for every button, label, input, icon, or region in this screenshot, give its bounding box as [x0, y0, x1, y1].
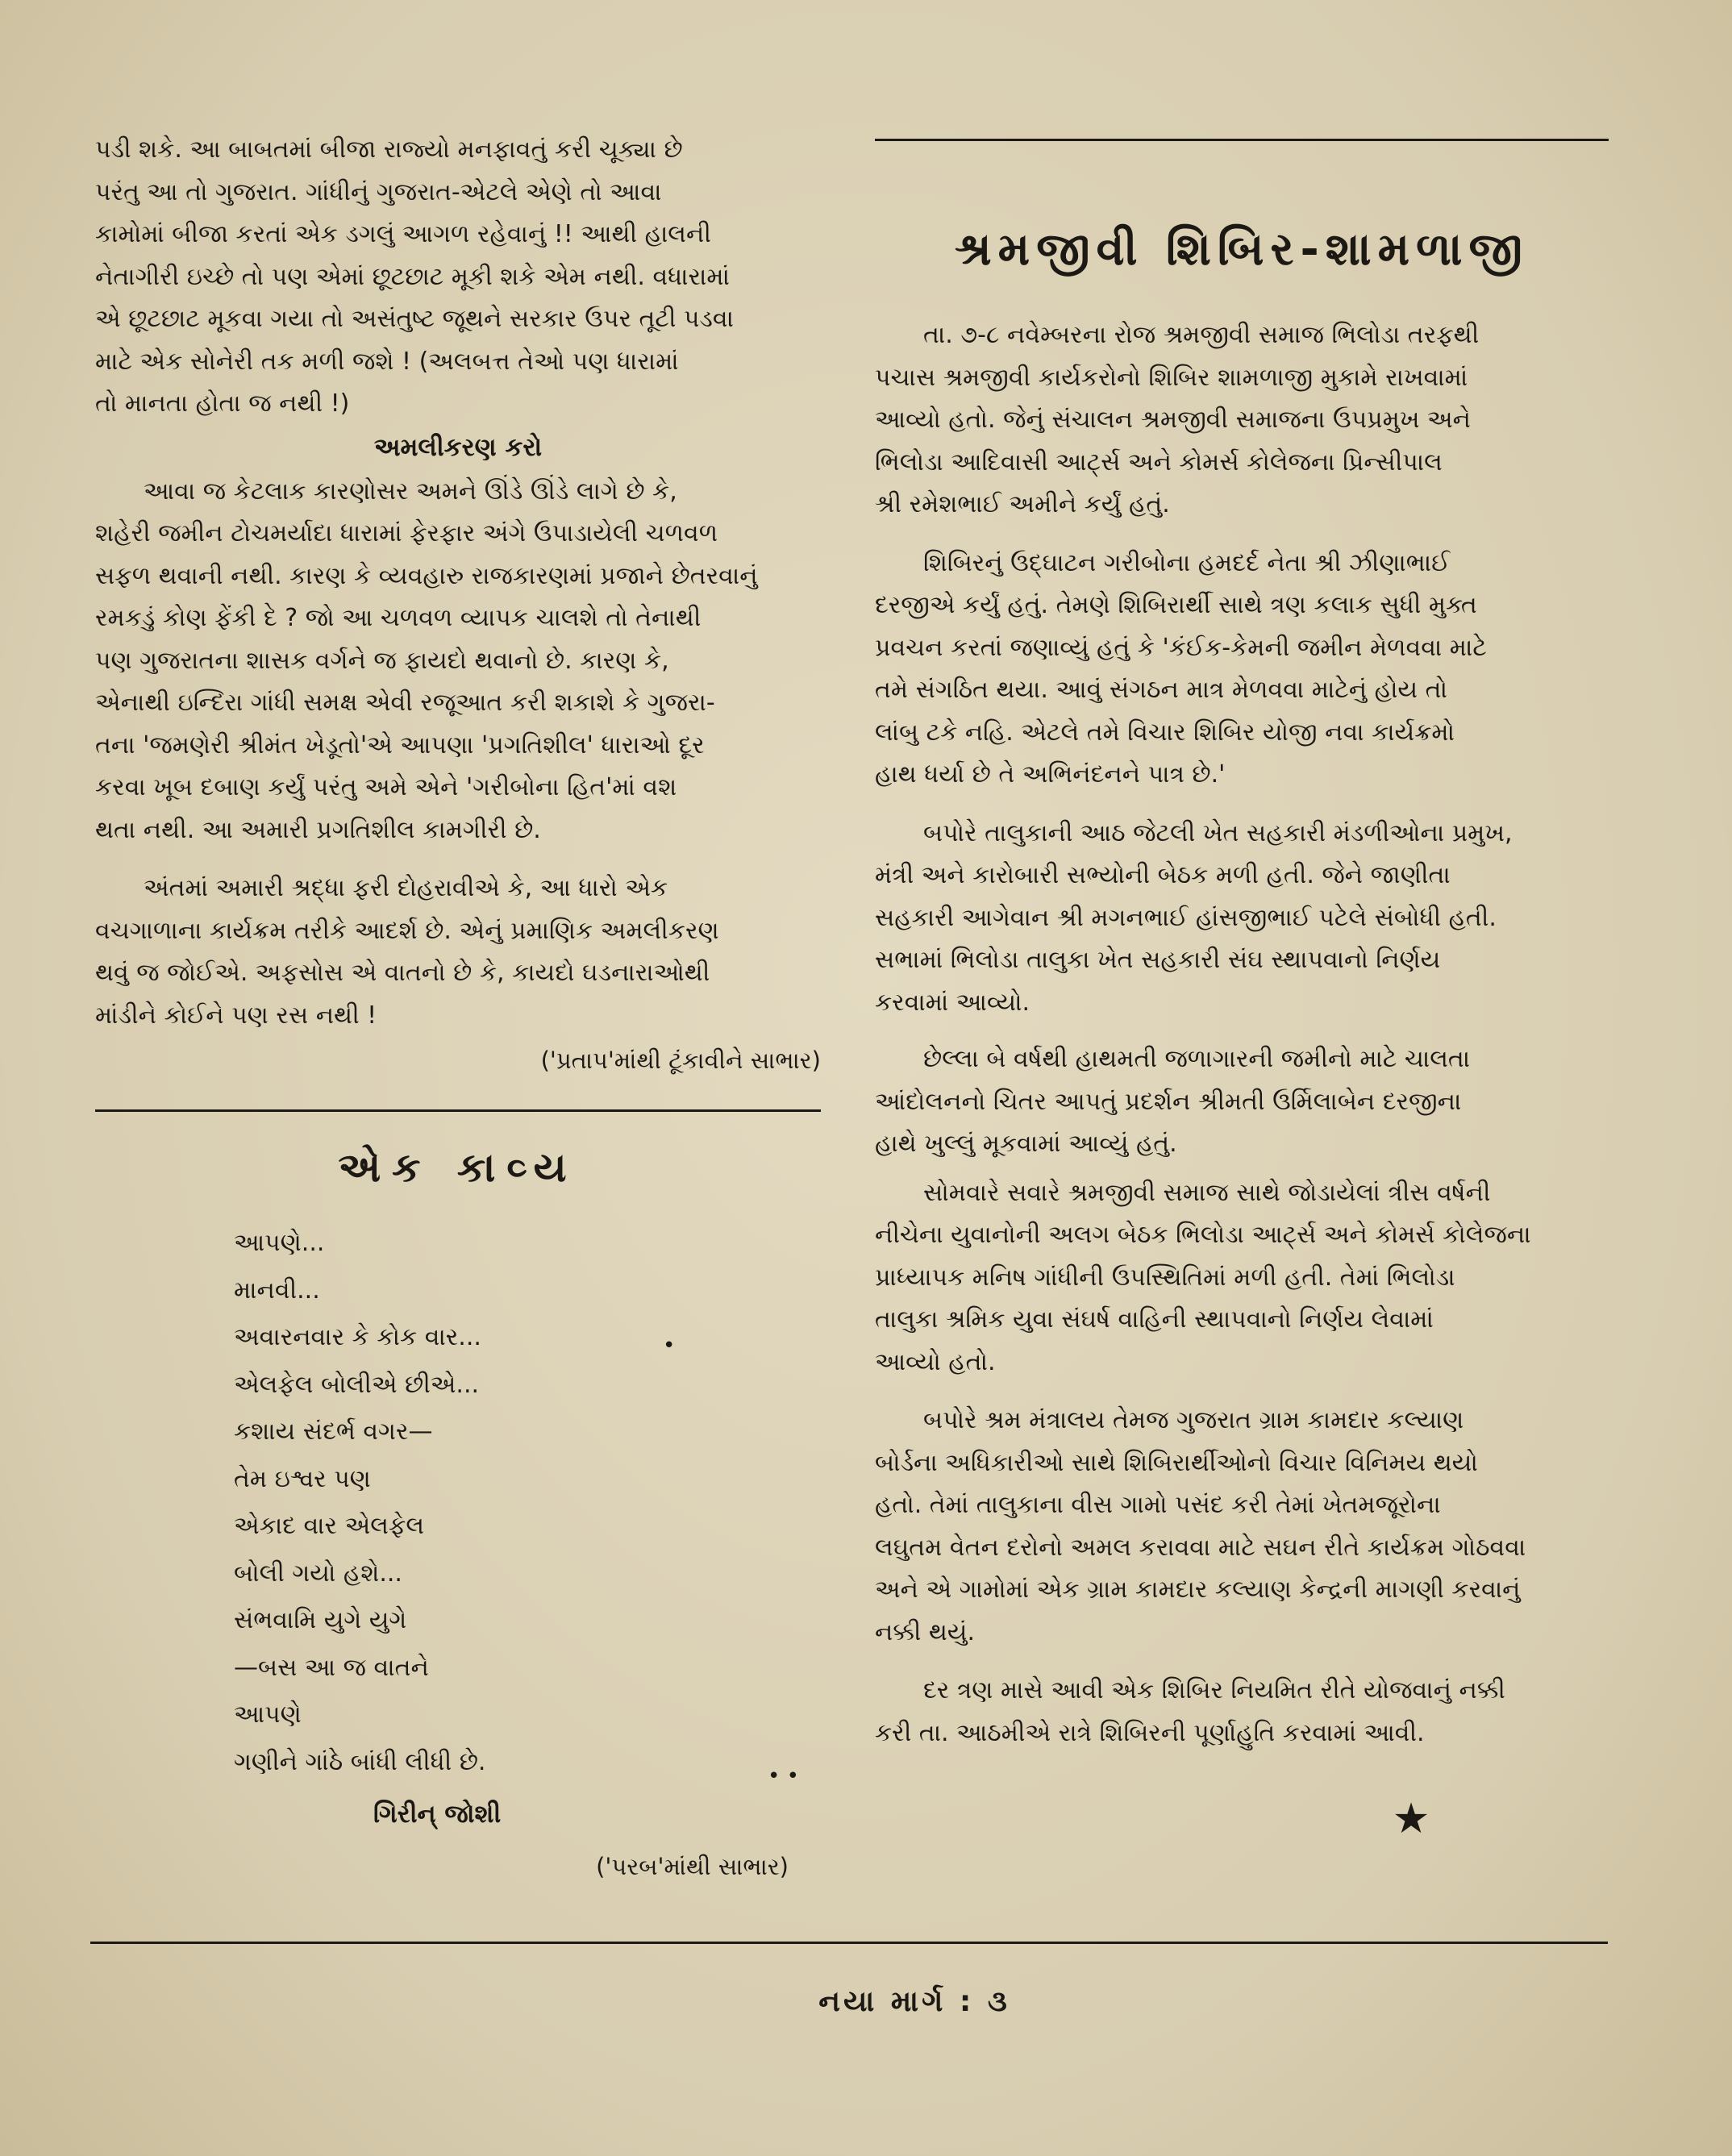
- article-paragraph: બપોરે તાલુકાની આઠ જેટલી ખેત સહકારી મંડળીઓના પ્રમુખ, મંત્રી અને કારોબારી સભ્યોની બેઠક મળી હતી. જેને જાણીતા સહકારી આગેવાન શ્રી મગનભાઈ હાંસજીભાઈ પટેલે સંબોધી હતી. સભામાં ભિલોડા તાલુકા ખેત સહકારી સંઘ સ્થાપવાનો નિર્ણય કરવામાં આવ્યો.: [875, 818, 1513, 1017]
- page-footer: નયા માર્ગ : ૩: [818, 1985, 1010, 2018]
- poem-line: આપણે...: [234, 1229, 325, 1257]
- poem-title: એક કાવ્ય: [338, 1144, 578, 1191]
- article-paragraph: બપોરે શ્રમ મંત્રાલય તેમજ ગુજરાત ગ્રામ કામદાર કલ્યાણ બોર્ડના અધિકારીઓ સાથે શિબિરાર્થીઓનો વિચાર વિનિમય થયો હતો. તેમાં તાલુકાના વીસ ગામો પસંદ કરી તેમાં ખેતમજૂરોના લઘુતમ વેતન દરોનો અમલ કરાવવા માટે સઘન રીતે કાર્યક્રમ ગોઠવવા અને એ ગામોમાં એક ગ્રામ કામદાર કલ્યાણ કેન્દ્રની માગણી કરવાનું નક્કી થયું.: [875, 1406, 1526, 1646]
- poem-line: કશાય સંદર્ભ વગર—: [234, 1417, 433, 1446]
- poem-line: સંભવામિ યુગે યુગે: [234, 1606, 407, 1634]
- poem-line: અવારનવાર કે કોક વાર...: [234, 1323, 481, 1351]
- end-star-icon: ★: [1392, 1795, 1430, 1843]
- bottom-divider: [90, 1942, 1608, 1944]
- article-paragraph: દર ત્રણ માસે આવી એક શિબિર નિયમિત રીતે યોજવાનું નક્કી કરી તા. આઠમીએ રાત્રે શિબિરની પૂર્ણાહુતિ કરવામાં આવી.: [875, 1676, 1505, 1747]
- poem-body: [95, 1220, 821, 1786]
- article-paragraph: તા. ૭-૮ નવેમ્બરના રોજ શ્રમજીવી સમાજ ભિલોડા તરફથી પચાસ શ્રમજીવી કાર્યકરોનો શિબિર શામળાજી મુકામે રાખવામાં આવ્યો હતો. જેનું સંચાલન શ્રમજીવી સમાજના ઉપપ્રમુખ અને ભિલોડા આદિવાસી આર્ટ્સ અને કોમર્સ કોલેજના પ્રિન્સીપાલ શ્રી રમેશભાઈ અમીને કર્યું હતું.: [875, 321, 1480, 518]
- poem-line: —બસ આ જ વાતને: [234, 1653, 429, 1682]
- poem-line: એકાદ વાર એલફેલ: [234, 1512, 425, 1540]
- article-paragraph: છેલ્લા બે વર્ષથી હાથમતી જળાગારની જમીનો માટે ચાલતા આંદોલનનો ચિતર આપતું પ્રદર્શન શ્રીમતી ઉર્મિલાબેન દરજીના હાથે ખુલ્લું મૂકવામાં આવ્યું હતું.: [875, 1045, 1471, 1158]
- speck-mark: • •: [768, 1764, 799, 1788]
- article-paragraph: સોમવારે સવારે શ્રમજીવી સમાજ સાથે જોડાયેલાં ત્રીસ વર્ષની નીચેના યુવાનોની અલગ બેઠક ભિલોડા આર્ટ્સ અને કોમર્સ કોલેજના પ્રાધ્યાપક મનિષ ગાંધીની ઉપસ્થિતિમાં મળી હતી. તેમાં ભિલોડા તાલુકા શ્રમિક યુવા સંઘર્ષ વાહિની સ્થાપવાનો નિર્ણય લેવામાં આવ્યો હતો.: [875, 1178, 1531, 1376]
- speck-mark: •: [663, 1334, 676, 1358]
- article-title: શ્રમજીવી શિબિર-શામળાજી: [955, 223, 1529, 276]
- body-paragraph: આવા જ કેટલાક કારણોસર અમને ઊંડે ઊંડે લાગે છે કે, શહેરી જમીન ટોચમર્યાદા ધારામાં ફેરફાર અંગે ઉપાડાયેલી ચળવળ સફળ થવાની નથી. કારણ કે વ્યવહારુ રાજકારણમાં પ્રજાને છેતરવાનું રમકડું કોણ ફેંકી દે ? જો આ ચળવળ વ્યાપક ચાલશે તો તેનાથી પણ ગુજરાતના શાસક વર્ગને જ ફાયદો થવાનો છે. કારણ કે, એનાથી ઇન્દિરા ગાંધી સમક્ષ એવી રજૂઆત કરી શકાશે કે ગુજરા- તના 'જમણેરી શ્રીમંત ખેડૂતો'એ આપણા 'પ્રગતિશીલ' ધારાઓ દૂર કરવા ખૂબ દબાણ કર્યું પરંતુ અમે એને 'ગરીબોના હિત'માં વશ થતા નથી. આ અમારી પ્રગતિશીલ કામગીરી છે.: [95, 477, 758, 844]
- poet-name: ગિરીન્ જોશી: [373, 1800, 502, 1829]
- poem-line: બોલી ગયો હશે...: [234, 1559, 402, 1588]
- poem-line: તેમ ઇશ્વર પણ: [234, 1464, 371, 1493]
- article-paragraph: શિબિરનું ઉદ્ઘાટન ગરીબોના હમદર્દ નેતા શ્રી ઝીણાભાઈ દરજીએ કર્યું હતું. તેમણે શિબિરાર્થી સાથે ત્રણ કલાક સુધી મુક્ત પ્રવચન કરતાં જણાવ્યું હતું કે 'કંઈક-કેમની જમીન મેળવવા માટે તમે સંગઠિત થયા. આવું સંગઠન માત્ર મેળવવા માટેનું હોય તો લાંબુ ટકે નહિ. એટલે તમે વિચાર શિબિર યોજી નવા કાર્યક્રમો હાથ ધર્યા છે તે અભિનંદનને પાત્ર છે.': [875, 548, 1487, 789]
- section-heading: અમલીકરણ કરો: [373, 432, 543, 462]
- left-column: [95, 129, 821, 1891]
- right-column: [875, 129, 1609, 1843]
- body-paragraph: અંતમાં અમારી શ્રદ્ધા ફરી દોહરાવીએ કે, આ ધારો એક વચગાળાના કાર્યક્રમ તરીકે આદર્શ છે. એનું પ્રમાણિક અમલીકરણ થવું જ જોઈએ. અફસોસ એ વાતનો છે કે, કાયદો ઘડનારાઓથી માંડીને કોઈને પણ રસ નથી !: [95, 874, 719, 1030]
- source-credit: ('પ્રતાપ'માંથી ટૂંકાવીને સાભાર): [540, 1047, 821, 1074]
- poem-line: આપણે: [234, 1700, 302, 1729]
- section-divider: [95, 1109, 821, 1112]
- top-divider: [875, 139, 1609, 141]
- poem-line: માનવી...: [234, 1276, 320, 1305]
- poem-line: એલફેલ બોલીએ છીએ...: [234, 1370, 480, 1399]
- poem-line: ગણીને ગાંઠે બાંધી લીધી છે.: [234, 1747, 486, 1776]
- poem-credit: ('પરબ'માંથી સાભાર): [596, 1853, 789, 1880]
- intro-paragraph: પડી શકે. આ બાબતમાં બીજા રાજ્યો મનફાવતું કરી ચૂક્યા છે પરંતુ આ તો ગુજરાત. ગાંધીનું ગુજરાત-એટલે એણે તો આવા કામોમાં બીજા કરતાં એક ડગલું આગળ રહેવાનું !! આથી હાલની નેતાગીરી ઇચ્છે તો પણ એમાં છૂટછાટ મૂકી શકે એમ નથી. વધારામાં એ છૂટછાટ મૂકવા ગયા તો અસંતુષ્ટ જૂથને સરકાર ઉપર તૂટી પડવા માટે એક સોનેરી તક મળી જશે ! (અલબત્ત તેઓ પણ ધારામાં તો માનતા હોતા જ નથી !): [95, 135, 734, 418]
